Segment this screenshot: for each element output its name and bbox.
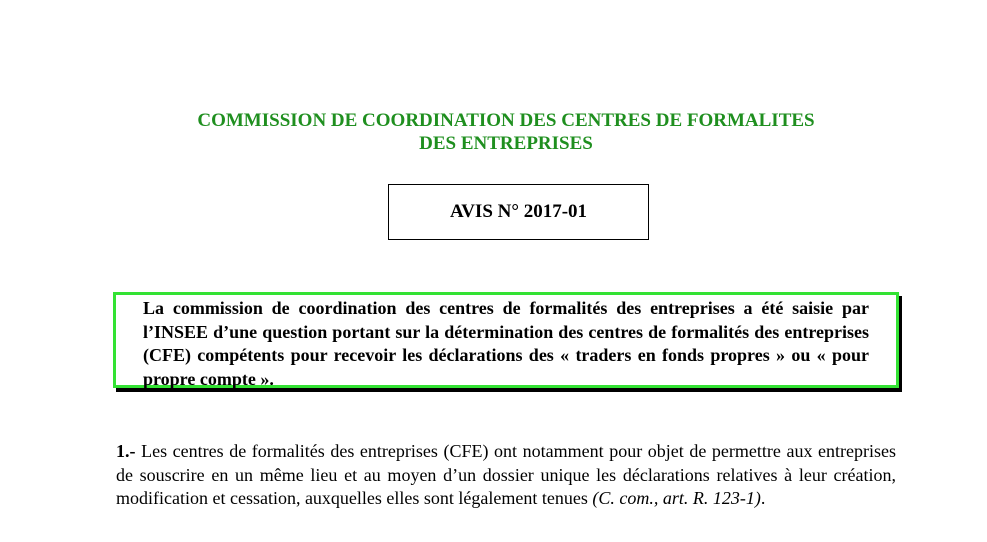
paragraph-1-number: 1.- bbox=[116, 441, 136, 461]
avis-number-box bbox=[388, 184, 649, 240]
paragraph-1 bbox=[116, 440, 896, 511]
title-line-2: DES ENTREPRISES bbox=[419, 133, 593, 154]
avis-number: AVIS N° 2017-01 bbox=[449, 201, 588, 222]
title-line-1: COMMISSION DE COORDINATION DES CENTRES DE FORMALITES bbox=[197, 110, 815, 131]
document-title bbox=[0, 109, 987, 155]
abstract-text: La commission de coordination des centres de formalités des entreprises a été saisie par l’INSEE d’une question portant sur la détermination des centres de formalités des entreprises (CFE) compétents pour recevoir les déclarations des « traders en fonds propres » ou « pour propre compte ». bbox=[113, 292, 899, 388]
paragraph-1-text: Les centres de formalités des entreprises (CFE) ont notamment pour objet de permettre aux entreprises de souscrire en un même lieu et au moyen d’un dossier unique les déclarations relatives à leur création, modification et cessation, auxquelles elles sont légalement tenues bbox=[116, 441, 896, 508]
abstract-box bbox=[113, 292, 899, 388]
paragraph-1-reference: (C. com., art. R. 123-1) bbox=[592, 488, 761, 508]
paragraph-1-end: . bbox=[760, 488, 766, 508]
